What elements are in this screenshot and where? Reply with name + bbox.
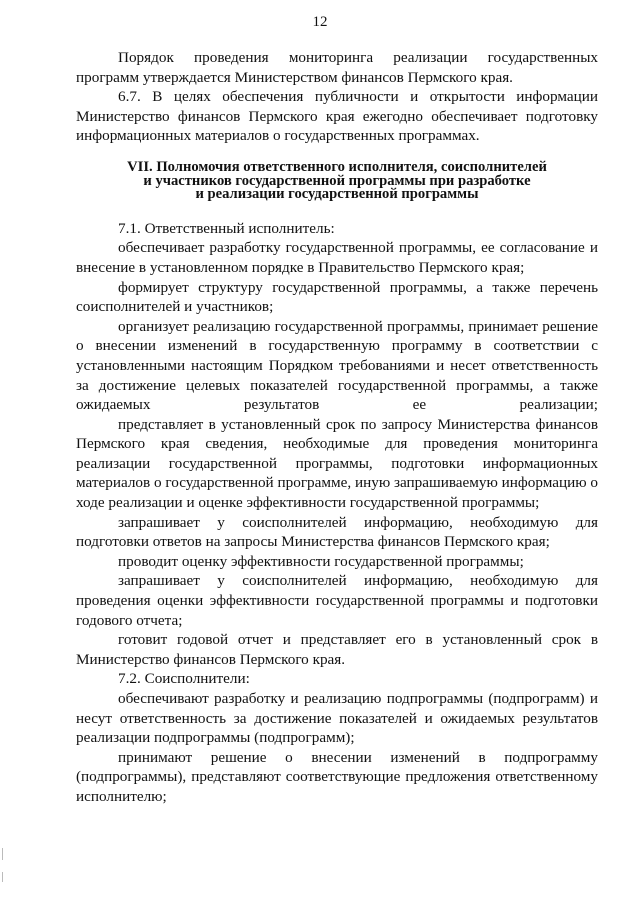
paragraph: принимают решение о внесении изменений в подпрограмму (подпрограммы), представляют соответствующие предложения ответственному исполнителю; [76, 748, 598, 805]
page-number: 12 [312, 14, 328, 30]
paragraph-monitoring-order: Порядок проведения мониторинга реализации государственных программ утверждается Министерством финансов Пермского края. [76, 49, 598, 86]
document-body [76, 48, 598, 807]
heading-line: и реализации государственной программы [195, 186, 479, 203]
paragraph: готовит годовой отчет и представляет его в установленный срок в Министерство финансов Пермского края. [76, 631, 598, 668]
paragraph: организует реализацию государственной программы, принимает решение о внесении изменений в государственную программу в соответствии с установленными настоящим Порядком требованиями и несет ответственность за достижение целевых показателей государственной программы, а также ожидаемых результатов ее реализации; [76, 317, 598, 414]
scan-edge-mark [2, 872, 3, 882]
section-heading-vii [76, 158, 598, 203]
paragraph: формирует структуру государственной программы, а также перечень соисполнителей и участников; [76, 278, 598, 316]
paragraph: запрашивает у соисполнителей информацию, необходимую для подготовки ответов на запросы Министерства финансов Пермского края; [76, 513, 598, 551]
paragraph-6-7: 6.7. В целях обеспечения публичности и открытости информации Министерство финансов Пермского края ежегодно обеспечивает подготовку информационных материалов о государственных программах. [76, 88, 598, 145]
paragraph-7-1: 7.1. Ответственный исполнитель: [118, 219, 335, 237]
paragraph: обеспечивают разработку и реализацию подпрограммы (подпрограмм) и несут ответственность за достижение показателей и ожидаемых результатов реализации подпрограммы (подпрограмм); [76, 690, 598, 747]
paragraph-7-2: 7.2. Соисполнители: [118, 670, 250, 688]
heading-line: VII. Полномочия ответственного исполнителя, соисполнителей [127, 158, 547, 175]
paragraph: представляет в установленный срок по запросу Министерства финансов Пермского края сведения, необходимые для проведения мониторинга реализации государственной программы, подготовки информационных материалов о государственной программе, иную запрашиваемую информацию о ходе реализации и оценке эффективности государственной программы; [76, 415, 598, 512]
paragraph: обеспечивает разработку государственной программы, ее согласование и внесение в установленном порядке в Правительство Пермского края; [76, 239, 598, 276]
paragraph: проводит оценку эффективности государственной программы; [118, 552, 524, 570]
scan-edge-mark [2, 848, 3, 860]
paragraph: запрашивает у соисполнителей информацию, необходимую для проведения оценки эффективности государственной программы и подготовки годового отчета; [76, 572, 598, 629]
heading-line: и участников государственной программы при разработке [143, 172, 531, 189]
